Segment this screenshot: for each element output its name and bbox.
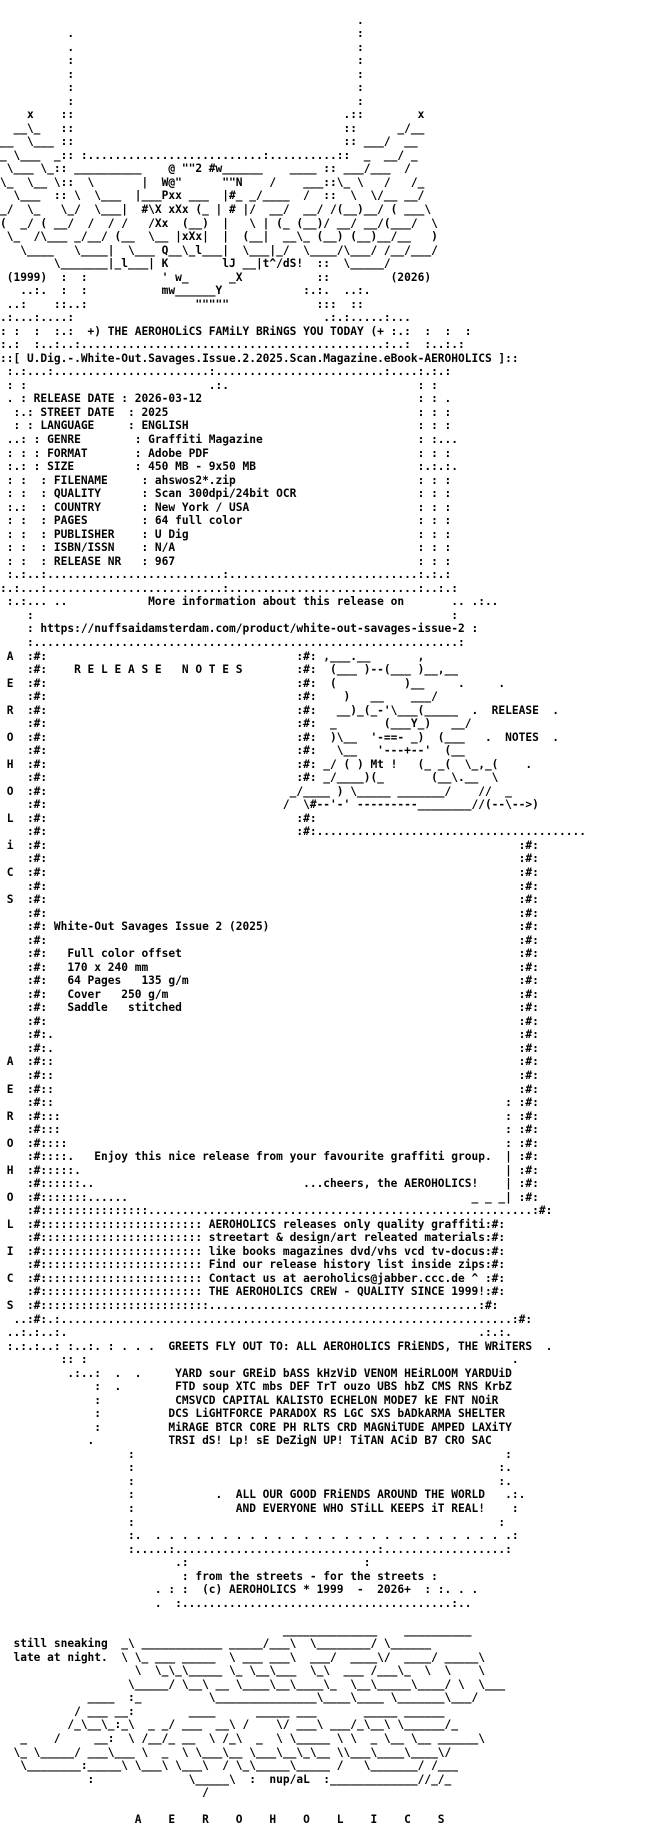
nfo-line: : : : RELEASE NR : 967 : : :: [0, 554, 459, 568]
nfo-line: :#: Saddle stitched :#:: [0, 1001, 546, 1015]
nfo-line: : AND EVERYONE WHO STiLL KEEPS iT REAL! :: [0, 1501, 519, 1515]
nfo-line: A :#: :#: ,___.__ ,: [0, 649, 465, 663]
nfo-line: :#: Full color offset :#:: [0, 947, 546, 961]
nfo-line: :#: :#: _/____)(_ (__\.__ \: [0, 771, 533, 785]
nfo-line: L :#: :#:: [0, 811, 533, 825]
nfo-line: \_______|_l___| K lJ __|t^/dS! :: \_____/: [0, 257, 438, 271]
nfo-line: : : : PAGES : 64 full color : : :: [0, 514, 459, 528]
nfo-line: :#: :#:: [0, 852, 546, 866]
nfo-line: \_ \_____/ ___\___ \ _ \ \___\__ \___\__\_\__ \\___\____\____\/: [0, 1745, 465, 1759]
nfo-line: \ \_\_\_____ \_ \__\___ \_\ ___ /___\_ \ \ \: [0, 1664, 499, 1678]
nfo-line: .: :: [0, 1556, 539, 1570]
nfo-line: :#: Cover 250 g/m :#:: [0, 987, 546, 1001]
nfo-line: O :#: :#: )\__ '-==- _) (___ . NOTES .: [0, 730, 566, 744]
nfo-line: \________:_____\ \___\ \___\ / \_\_____\_____ / \_______/ /___: [0, 1759, 465, 1773]
nfo-line: [0, 1800, 465, 1813]
nfo-line: still sneaking _\ ____________ _____/___\ \________/ \______: [0, 1637, 438, 1651]
nfo-line: :.: :..:..:.............................................:..: :..:.:: [0, 338, 465, 352]
nfo-line: : :: [0, 608, 472, 622]
nfo-line: _ / __: \ /__/_ __ \ /_\ _ \ \_____ \ \ _ \__ \__ ______\: [0, 1732, 499, 1745]
nfo-line: :.: : SIZE : 450 MB - 9x50 MB :.:.:.: [0, 460, 465, 474]
nfo-line: :#: :#:: [0, 933, 546, 947]
nfo-line: ( _/ ( __/ / / / /Xx (__) | \ | (_ (__)/ __/ __/(___/ \: [0, 216, 445, 230]
nfo-line: :#::: : :#:: [0, 1123, 546, 1137]
nfo-line: : from the streets - for the streets :: [0, 1569, 459, 1583]
nfo-line: : : : ISBN/ISSN : N/A : : :: [0, 541, 459, 555]
nfo-line: : :: [0, 54, 452, 68]
nfo-line: \____ \____| \___ Q__\_l___| \___|_/ \____/\___/ /__/___/: [0, 243, 445, 257]
nfo-line: /_\__\_:_\ _ _/ ___ __\ / \/ ___\ ___/_\__\ \______/_: [0, 1718, 472, 1732]
nfo-line: x :: .:: x: [0, 108, 452, 122]
nfo-line: L :#:::::::::::::::::::::::: AEROHOLICS releases only quality graffiti:#:: [0, 1217, 512, 1231]
nfo-line: ::[ U.Dig.-.White-Out.Savages.Issue.2.2025.Scan.Magazine.eBook-AEROHOLICS ]::: [0, 351, 519, 365]
nfo-line: :#: :#: ) __ ___/: [0, 690, 506, 704]
nfo-line: :.: STREET DATE : 2025 : : :: [0, 405, 459, 419]
nfo-line: . : : (c) AEROHOLICS * 1999 - 2026+ : :. . .: [0, 1583, 492, 1597]
nfo-line: : :.: [0, 1474, 512, 1488]
nfo-line: i :#: :#:: [0, 838, 546, 852]
nfo-line: :#:: :#:: [0, 1068, 546, 1082]
nfo-line: [0, 0, 451, 13]
nfo-line: :.:...:..........................:............................:..:.:: [0, 581, 459, 595]
nfo-line: . :........................................:..: [0, 1596, 485, 1610]
nfo-line: \___ \_:: __________ @ ""2 #w______ ____ :: ___/___ /: [0, 162, 438, 176]
nfo-line: A :#:: :#:: [0, 1055, 546, 1069]
nfo-line: :.:..:..........................:............................:.:.:: [0, 568, 459, 582]
nfo-line: C :#:::::::::::::::::::::::: Contact us at aeroholics@jabber.ccc.de ^ :#:: [0, 1271, 512, 1285]
nfo-line: :#:. :#:: [0, 1028, 546, 1042]
nfo-line: :: : .: [0, 1353, 519, 1367]
nfo-line: : :: [0, 67, 452, 81]
nfo-line: :.:... .. More information about this release on .. .:..: [0, 595, 499, 609]
nfo-line: :#::::. Enjoy this nice release from your favourite graffiti group. | :#:: [0, 1150, 546, 1164]
nfo-line: :#:::::::::::::::::::::::: Find our release history list inside zips:#:: [0, 1258, 512, 1272]
nfo-line: / ___ __: ____ _____ ___ _____ ______: [0, 1704, 485, 1718]
nfo-line: :#: White-Out Savages Issue 2 (2025) :#:: [0, 920, 546, 934]
nfo-line: : : : FILENAME : ahswos2*.zip : : :: [0, 473, 459, 487]
nfo-line: \_ \__ \:: \ | W@" ""N / ___::\_ \ / /_: [0, 175, 438, 189]
nfo-line: :#: :#:: [0, 879, 546, 893]
nfo-line: .: [0, 13, 452, 27]
nfo-line: :#: :#: \__ '---+--' (__: [0, 744, 533, 758]
nfo-line: __\_ :: :: _/__: [0, 121, 445, 135]
nfo-line: H :#: :#: _/ ( ) Mt ! (_ _( \_,_( .: [0, 757, 546, 771]
nfo-line: ____ :_ \_______________\____\____ \_______\___/: [0, 1691, 492, 1705]
nfo-line: ..: : GENRE : Graffiti Magazine : :...: [0, 433, 465, 446]
nfo-line: late at night. \ \_ ___ _____ \ ___ ___\ ___/ ____\/ ____/ _____\: [0, 1650, 506, 1664]
nfo-line: S :#:::::::::::::::::::::::::........................................:#:: [0, 1299, 506, 1312]
nfo-line: O :#:::: : :#:: [0, 1136, 546, 1150]
nfo-line: H :#:::::. | :#:: [0, 1163, 546, 1177]
nfo-line: O :#:::::::...... _ _ _| :#:: [0, 1190, 546, 1204]
nfo-line: O :#: _/____ ) \_____ _______/ // _: [0, 784, 533, 798]
nfo-line: __ \___ :: :: ___/ __: [0, 135, 445, 149]
nfo-line: :. . . . . . . . . . . . . . . . . . . . . . . . . . . .:: [0, 1529, 519, 1543]
nfo-line: .:...:....: .:.:.....:...: [0, 311, 432, 325]
nfo-line: ______________ __________: [0, 1623, 526, 1637]
nfo-line: S :#: :#:: [0, 893, 546, 907]
nfo-line: : :: [0, 94, 452, 108]
nfo-line: : : : QUALITY : Scan 300dpi/24bit OCR : : :: [0, 487, 459, 501]
nfo-line: _ \___ _:: :..........................:..........:: _ __/ _: [0, 148, 445, 162]
nfo-line: : \_____\ : nup/aL :_____________//_/_: [0, 1772, 459, 1786]
nfo-line: :#: 64 Pages 135 g/m :#:: [0, 974, 546, 988]
nfo-line: :.....:..............................:..................:: [0, 1542, 512, 1556]
nfo-line: (1999) : : ' w_ _X :: (2026): [0, 270, 438, 284]
nfo-line: :#:::::::::::::::::::::::: streetart & design/art releated materials:#:: [0, 1231, 512, 1245]
nfo-line: . : RELEASE DATE : 2026-03-12 : : .: [0, 392, 459, 406]
nfo-line: : DCS LiGHTFORCE PARADOX RS LGC SXS bADkARMA SHELTER: [0, 1407, 519, 1421]
nfo-line: :.: : COUNTRY : New York / USA : : :: [0, 500, 459, 514]
nfo-line: : CMSVCD CAPITAL KALISTO ECHELON MODE7 kE FNT NOiR: [0, 1393, 512, 1407]
nfo-line: :...............................................................:: [0, 635, 465, 649]
nfo-line: : : .:. : :: [0, 378, 445, 392]
nfo-line: E :#: :#: ( )__ . .: [0, 676, 512, 690]
nfo-line: :#: R E L E A S E N O T E S :#: (___ )--(___ )__,__: [0, 663, 485, 677]
nfo-line: \_ /\___ _/__/ (__ \__ |xXx| | (__| __\_ (__) (__)__/__ ): [0, 230, 445, 244]
nfo-line: /: [0, 1786, 459, 1800]
nfo-line: : MiRAGE BTCR CORE PH RLTS CRD MAGNiTUDE AMPED LAXiTY: [0, 1420, 526, 1434]
nfo-line: E :#:: :#:: [0, 1082, 546, 1096]
nfo-line: ..:. : : mw______Y :.:. ..:.: [0, 284, 425, 298]
nfo-line: _/ \_ \_/ \___| #\X xXx (_ | # |/ __/ __/ /(__)__/ ( ___\: [0, 202, 438, 216]
nfo-line: :#: :#:: [0, 1014, 546, 1028]
nfo-line: : : : FORMAT : Adobe PDF : : :: [0, 446, 459, 460]
nfo-line: .:..: . . YARD sour GREiD bASS kHzViD VENOM HEiRLOOM YARDUiD: [0, 1366, 526, 1380]
nfo-line: \___ :: \ \___ |___Pxx ___ |#_ _/____ / :: \ \/__ __/: [0, 189, 438, 203]
nfo-line: . TRSI dS! Lp! sE DeZigN UP! TiTAN ACiD B7 CRO SAC: [0, 1434, 512, 1448]
nfo-line: R :#: :#: __)_(_-'\___(_____ . RELEASE .: [0, 703, 566, 717]
nfo-line: . :: [0, 27, 452, 41]
nfo-line: :.:...:.......................:.........................:....:.:.:: [0, 365, 459, 379]
nfo-line: : :.: [0, 1461, 512, 1475]
nfo-line: : . ALL OUR GOOD FRiENDS AROUND THE WORLD .:.: [0, 1488, 526, 1502]
nfo-line: ..:.:..:. .:.:.: [0, 1326, 512, 1340]
nfo-line: :#: / \#--'-' ---------________//(--\-->): [0, 798, 553, 812]
nfo-line: C :#: :#:: [0, 866, 546, 879]
nfo-line: :#:::::::::::::::::::::::: THE AEROHOLICS CREW - QUALITY SINCE 1999!:#:: [0, 1285, 512, 1299]
nfo-line: : :: [0, 81, 452, 95]
nfo-line: :.:.:..: :..:. : . . . GREETS FLY OUT TO: ALL AEROHOLICS FRiENDS, THE WRiTERS .: [0, 1339, 553, 1353]
nfo-line: :#: 170 x 240 mm :#:: [0, 960, 546, 974]
nfo-line: : :: [0, 1515, 506, 1529]
nfo-line: :#::::::.. ...cheers, the AEROHOLICS! | :#:: [0, 1177, 546, 1191]
nfo-line: \_____/ \__\ __ \____\__\____\_ \__\_____\____/ \ \___: [0, 1677, 519, 1691]
nfo-line: : . FTD soup XTC mbs DEF TrT ouzo UBS hbZ CMS RNS KrbZ: [0, 1380, 526, 1394]
nfo-line: : https://nuffsaidamsterdam.com/product/white-out-savages-issue-2 :: [0, 622, 479, 636]
nfo-line: :#: :#:: [0, 906, 546, 920]
nfo-line: :#::::::::::::::::.........................................................:#:: [0, 1204, 560, 1218]
nfo-line: [0, 1610, 505, 1623]
nfo-line: A E R O H O L I C S: [0, 1813, 452, 1827]
nfo-line: :#:. :#:: [0, 1041, 546, 1055]
nfo-line: : : : PUBLISHER : U Dig : : :: [0, 527, 459, 541]
nfo-line: ..: ::..: """"" ::: ::: [0, 297, 411, 311]
nfo-line: R :#::: : :#:: [0, 1109, 546, 1123]
nfo-line: : : LANGUAGE : ENGLISH : : :: [0, 419, 459, 433]
nfo-line: . :: [0, 40, 452, 54]
nfo-line: : : : :.: +) THE AEROHOLiCS FAMiLY BRiNGS YOU TODAY (+ :.: : : :: [0, 324, 472, 338]
nfo-line: :#:: : :#:: [0, 1096, 546, 1110]
nfo-line: I :#:::::::::::::::::::::::: like books magazines dvd/vhs vcd tv-docus:#:: [0, 1244, 512, 1258]
nfo-line: :#: :#: _ (___Y_) __/: [0, 717, 519, 731]
nfo-line: : :: [0, 1447, 512, 1461]
nfo-line: ..:#:.:...................................................................:#:: [0, 1312, 539, 1326]
nfo-line: :#: :#:........................................: [0, 825, 586, 839]
